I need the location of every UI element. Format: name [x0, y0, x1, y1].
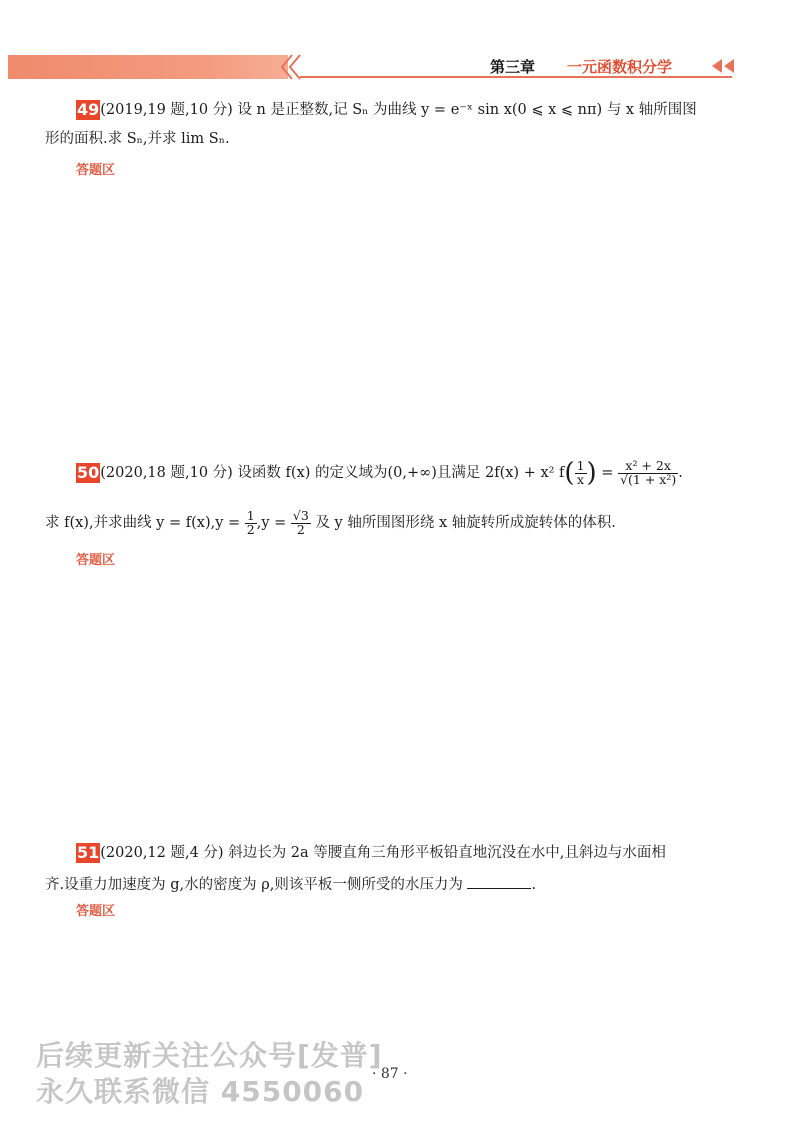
- watermark-line2: 永久联系微信 4550060: [36, 1075, 365, 1108]
- equals-sign: =: [601, 465, 614, 481]
- answer-area-label: 答题区: [76, 553, 116, 568]
- problem-text: 设函数 f(x) 的定义域为(0,+∞)且满足 2f(x) + x² f: [237, 465, 565, 481]
- problem-source: (2019,19 题,10 分): [100, 102, 233, 118]
- chapter-label: 第三章: [490, 58, 536, 76]
- page-number: · 87 ·: [372, 1066, 408, 1082]
- problem-49-line1: [76, 100, 697, 120]
- problem-text: 齐.设重力加速度为 g,水的密度为 ρ,则该平板一侧所受的水压力为: [45, 877, 463, 893]
- fraction: $\frac{√3}{2}$: [292, 508, 309, 537]
- double-arrow-left-icon: [710, 58, 736, 74]
- problem-text: 斜边长为 2a 等腰直角三角形平板铅直地沉没在水中,且斜边与水面相: [228, 845, 666, 861]
- problem-50-line1: 50(2020,18 题,10 分) 设函数 f(x) 的定义域为(0,+∞)且满足 2f(x) + x² f( $\frac{1}{x}$ ) = $\frac{\text{x² + 2x}}{\text{√(1 + x²)}}$ .: [77, 458, 683, 488]
- fraction: $\frac{1}{x}$: [576, 458, 585, 487]
- problem-number: 51: [77, 843, 100, 862]
- problem-number: 49: [77, 100, 100, 119]
- chapter-title: 一元函数积分学: [567, 58, 673, 76]
- problem-50-line2: [45, 510, 616, 536]
- problem-49-line2: 形的面积.求 Sₙ,并求 lim Sₙ.: [45, 131, 230, 147]
- problem-text: 设 n 是正整数,记 Sₙ 为曲线 y = e⁻ˣ sin x(0 ⩽ x ⩽ nπ) 与 x 轴所围图: [237, 102, 697, 118]
- fraction: $\frac{1}{2}$: [246, 508, 255, 537]
- problem-51-line2: [45, 876, 536, 893]
- fraction: $\frac{\text{x² + 2x}}{\text{√(1 + x²)}}$: [620, 458, 677, 487]
- answer-area-label: 答题区: [76, 163, 116, 178]
- watermark-line1: 后续更新关注公众号[发普]: [36, 1039, 383, 1072]
- problem-text: ,y =: [256, 515, 287, 531]
- problem-text: 及 y 轴所围图形绕 x 轴旋转所成旋转体的体积.: [315, 515, 616, 531]
- header-band: [8, 55, 288, 79]
- answer-blank[interactable]: [467, 876, 531, 889]
- problem-text: 求 f(x),并求曲线 y = f(x),y =: [45, 515, 241, 531]
- answer-area-label: 答题区: [76, 904, 116, 919]
- problem-source: (2020,12 题,4 分): [100, 845, 224, 861]
- problem-number: 50: [77, 463, 100, 482]
- period: .: [531, 877, 537, 893]
- problem-51-line1: [76, 843, 666, 863]
- problem-source: (2020,18 题,10 分): [100, 465, 233, 481]
